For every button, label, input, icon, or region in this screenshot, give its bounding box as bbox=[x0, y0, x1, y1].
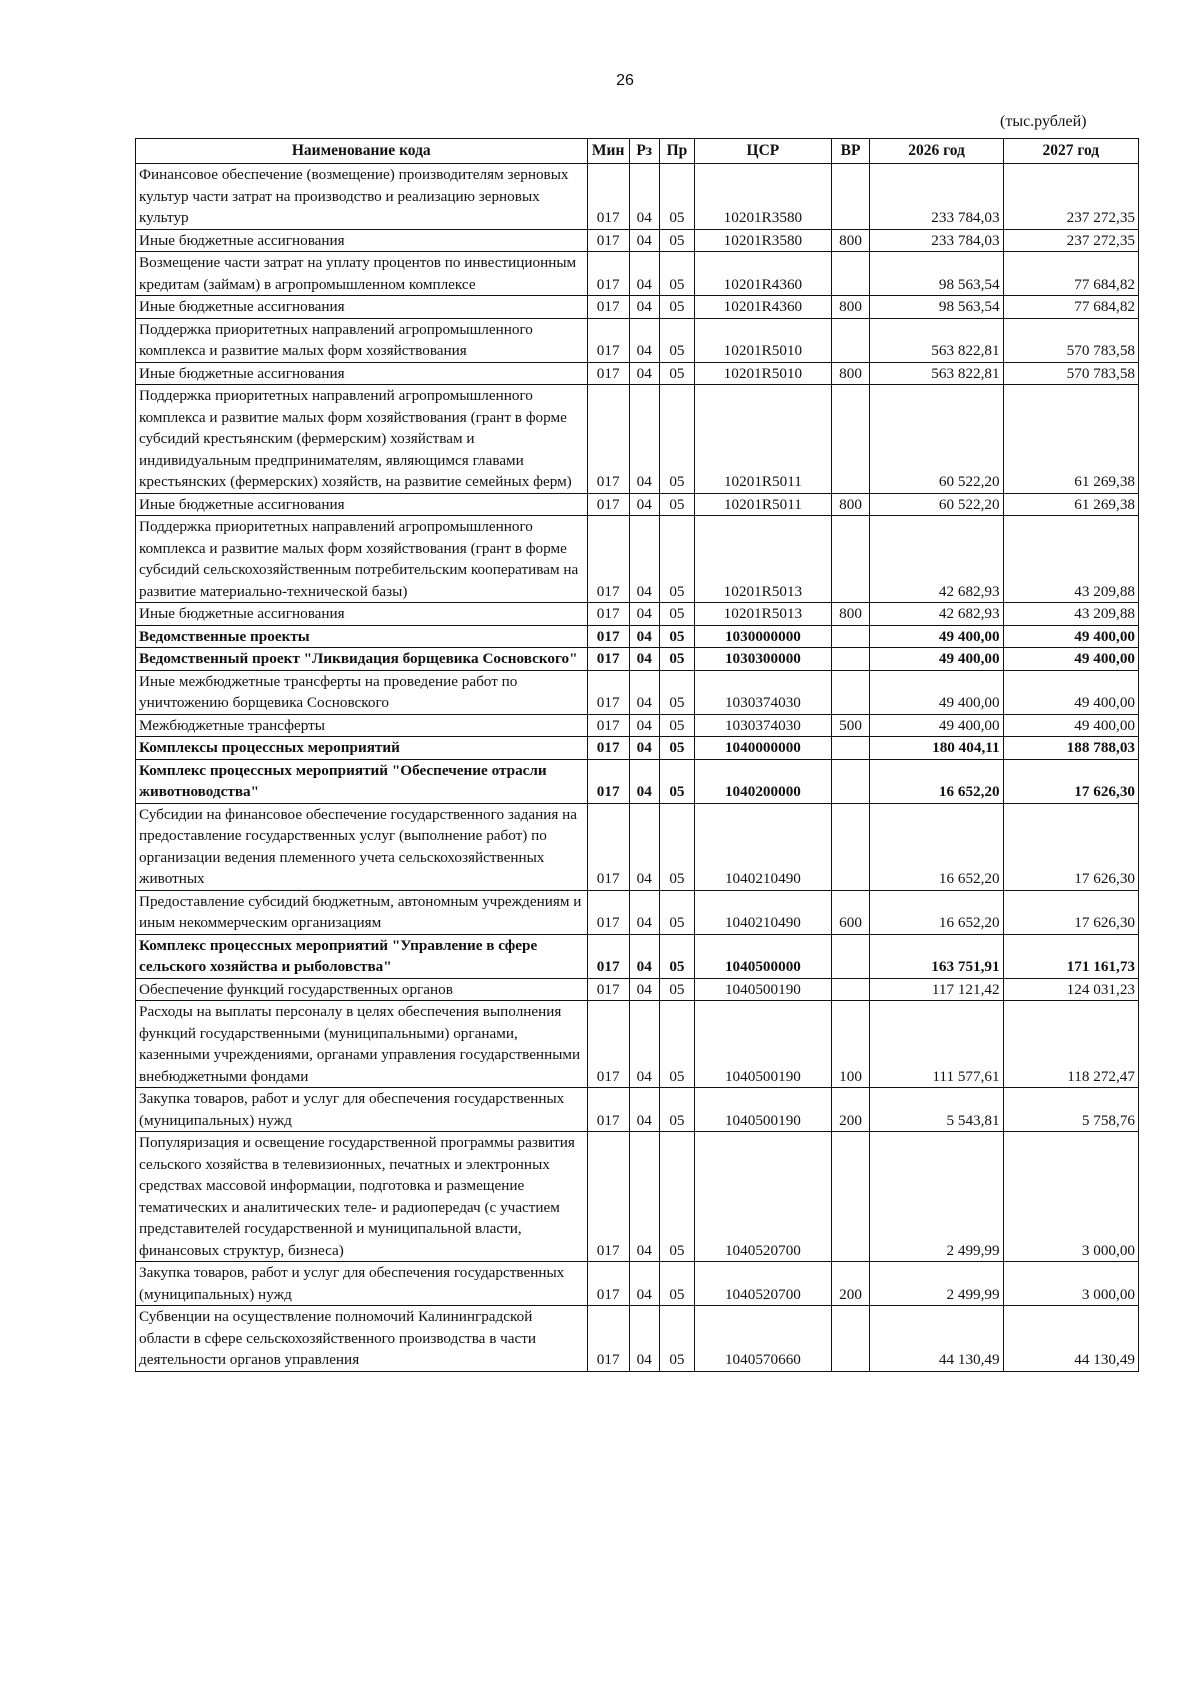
cell-2026: 233 784,03 bbox=[870, 164, 1003, 230]
cell-pr: 05 bbox=[659, 1306, 695, 1372]
cell-2026: 111 577,61 bbox=[870, 1001, 1003, 1088]
cell-vr: 800 bbox=[831, 296, 870, 319]
page-number: 26 bbox=[616, 72, 634, 89]
cell-rz: 04 bbox=[629, 759, 659, 803]
cell-2027: 17 626,30 bbox=[1003, 759, 1138, 803]
cell-rz: 04 bbox=[629, 296, 659, 319]
cell-name: Финансовое обеспечение (возмещение) производителям зерновых культур части затрат на производство и реализацию зерновых культур bbox=[136, 164, 588, 230]
cell-rz: 04 bbox=[629, 362, 659, 385]
cell-rz: 04 bbox=[629, 803, 659, 890]
cell-2026: 44 130,49 bbox=[870, 1306, 1003, 1372]
cell-csr: 10201R3580 bbox=[695, 164, 831, 230]
cell-vr: 800 bbox=[831, 362, 870, 385]
table-row bbox=[136, 890, 1139, 934]
cell-name: Возмещение части затрат на уплату процентов по инвестиционным кредитам (займам) в агропромышленном комплексе bbox=[136, 252, 588, 296]
table-row bbox=[136, 362, 1139, 385]
table-header-row bbox=[136, 139, 1139, 164]
cell-2026: 2 499,99 bbox=[870, 1132, 1003, 1262]
cell-min: 017 bbox=[587, 252, 629, 296]
cell-min: 017 bbox=[587, 318, 629, 362]
cell-name: Иные бюджетные ассигнования bbox=[136, 362, 588, 385]
table-row bbox=[136, 296, 1139, 319]
cell-min: 017 bbox=[587, 978, 629, 1001]
cell-2027: 3 000,00 bbox=[1003, 1132, 1138, 1262]
cell-min: 017 bbox=[587, 493, 629, 516]
table-row bbox=[136, 493, 1139, 516]
cell-2026: 563 822,81 bbox=[870, 362, 1003, 385]
cell-name: Иные бюджетные ассигнования bbox=[136, 493, 588, 516]
table-row bbox=[136, 1088, 1139, 1132]
cell-vr bbox=[831, 164, 870, 230]
cell-csr: 1030374030 bbox=[695, 670, 831, 714]
cell-rz: 04 bbox=[629, 603, 659, 626]
cell-csr: 10201R5013 bbox=[695, 603, 831, 626]
cell-vr bbox=[831, 625, 870, 648]
cell-csr: 1030000000 bbox=[695, 625, 831, 648]
cell-vr bbox=[831, 934, 870, 978]
cell-name: Обеспечение функций государственных органов bbox=[136, 978, 588, 1001]
cell-name: Поддержка приоритетных направлений агропромышленного комплекса и развитие малых форм хозяйствования (грант в форме субсидий крестьянским (фермерским) хозяйствам и индивидуальным предпринимателям, являющимся главами крестьянских (фермерских) хозяйств, на развитие семейных ферм) bbox=[136, 385, 588, 494]
cell-min: 017 bbox=[587, 516, 629, 603]
cell-min: 017 bbox=[587, 1306, 629, 1372]
cell-2026: 49 400,00 bbox=[870, 670, 1003, 714]
cell-2027: 49 400,00 bbox=[1003, 714, 1138, 737]
table-row bbox=[136, 516, 1139, 603]
cell-2027: 237 272,35 bbox=[1003, 229, 1138, 252]
cell-rz: 04 bbox=[629, 934, 659, 978]
cell-name: Комплекс процессных мероприятий "Обеспечение отрасли животноводства" bbox=[136, 759, 588, 803]
cell-2027: 237 272,35 bbox=[1003, 164, 1138, 230]
cell-2027: 570 783,58 bbox=[1003, 362, 1138, 385]
header-rz: Рз bbox=[629, 139, 659, 164]
cell-2027: 49 400,00 bbox=[1003, 648, 1138, 671]
cell-2026: 60 522,20 bbox=[870, 385, 1003, 494]
cell-min: 017 bbox=[587, 625, 629, 648]
cell-csr: 1040520700 bbox=[695, 1132, 831, 1262]
cell-2027: 188 788,03 bbox=[1003, 737, 1138, 760]
cell-vr bbox=[831, 670, 870, 714]
cell-min: 017 bbox=[587, 759, 629, 803]
cell-2026: 180 404,11 bbox=[870, 737, 1003, 760]
cell-2027: 118 272,47 bbox=[1003, 1001, 1138, 1088]
cell-vr: 800 bbox=[831, 229, 870, 252]
cell-pr: 05 bbox=[659, 1088, 695, 1132]
cell-2027: 124 031,23 bbox=[1003, 978, 1138, 1001]
cell-vr bbox=[831, 318, 870, 362]
cell-min: 017 bbox=[587, 934, 629, 978]
table-row bbox=[136, 252, 1139, 296]
cell-rz: 04 bbox=[629, 1132, 659, 1262]
cell-2027: 77 684,82 bbox=[1003, 252, 1138, 296]
table-row bbox=[136, 625, 1139, 648]
cell-vr: 200 bbox=[831, 1262, 870, 1306]
cell-pr: 05 bbox=[659, 759, 695, 803]
table-row bbox=[136, 1132, 1139, 1262]
cell-csr: 1040500190 bbox=[695, 978, 831, 1001]
cell-name: Закупка товаров, работ и услуг для обеспечения государственных (муниципальных) нужд bbox=[136, 1088, 588, 1132]
cell-vr bbox=[831, 385, 870, 494]
cell-name: Иные бюджетные ассигнования bbox=[136, 603, 588, 626]
cell-name: Субвенции на осуществление полномочий Калининградской области в сфере сельскохозяйственного производства в части деятельности органов управления bbox=[136, 1306, 588, 1372]
cell-vr: 600 bbox=[831, 890, 870, 934]
cell-min: 017 bbox=[587, 1262, 629, 1306]
cell-vr bbox=[831, 1306, 870, 1372]
cell-2027: 43 209,88 bbox=[1003, 603, 1138, 626]
cell-2026: 16 652,20 bbox=[870, 890, 1003, 934]
cell-csr: 10201R5011 bbox=[695, 493, 831, 516]
cell-min: 017 bbox=[587, 890, 629, 934]
cell-pr: 05 bbox=[659, 296, 695, 319]
cell-min: 017 bbox=[587, 714, 629, 737]
cell-name: Иные бюджетные ассигнования bbox=[136, 296, 588, 319]
cell-2027: 5 758,76 bbox=[1003, 1088, 1138, 1132]
cell-pr: 05 bbox=[659, 516, 695, 603]
cell-name: Поддержка приоритетных направлений агропромышленного комплекса и развитие малых форм хозяйствования bbox=[136, 318, 588, 362]
cell-rz: 04 bbox=[629, 1262, 659, 1306]
cell-2026: 49 400,00 bbox=[870, 625, 1003, 648]
table-row bbox=[136, 670, 1139, 714]
cell-rz: 04 bbox=[629, 714, 659, 737]
cell-pr: 05 bbox=[659, 978, 695, 1001]
cell-name: Комплекс процессных мероприятий "Управление в сфере сельского хозяйства и рыболовства" bbox=[136, 934, 588, 978]
cell-rz: 04 bbox=[629, 625, 659, 648]
cell-csr: 1040000000 bbox=[695, 737, 831, 760]
cell-min: 017 bbox=[587, 362, 629, 385]
cell-csr: 1030374030 bbox=[695, 714, 831, 737]
cell-pr: 05 bbox=[659, 934, 695, 978]
cell-rz: 04 bbox=[629, 493, 659, 516]
cell-pr: 05 bbox=[659, 1262, 695, 1306]
cell-rz: 04 bbox=[629, 252, 659, 296]
cell-2026: 98 563,54 bbox=[870, 252, 1003, 296]
cell-2026: 5 543,81 bbox=[870, 1088, 1003, 1132]
table-row bbox=[136, 1306, 1139, 1372]
cell-csr: 10201R4360 bbox=[695, 296, 831, 319]
cell-pr: 05 bbox=[659, 493, 695, 516]
cell-csr: 10201R4360 bbox=[695, 252, 831, 296]
cell-rz: 04 bbox=[629, 164, 659, 230]
cell-name: Иные бюджетные ассигнования bbox=[136, 229, 588, 252]
cell-2026: 16 652,20 bbox=[870, 759, 1003, 803]
cell-rz: 04 bbox=[629, 1306, 659, 1372]
cell-rz: 04 bbox=[629, 670, 659, 714]
table-row bbox=[136, 1262, 1139, 1306]
cell-name: Предоставление субсидий бюджетным, автономным учреждениям и иным некоммерческим организациям bbox=[136, 890, 588, 934]
cell-rz: 04 bbox=[629, 978, 659, 1001]
cell-2027: 3 000,00 bbox=[1003, 1262, 1138, 1306]
cell-rz: 04 bbox=[629, 1088, 659, 1132]
table-row bbox=[136, 164, 1139, 230]
cell-csr: 10201R3580 bbox=[695, 229, 831, 252]
cell-2027: 77 684,82 bbox=[1003, 296, 1138, 319]
cell-csr: 1040500190 bbox=[695, 1001, 831, 1088]
cell-rz: 04 bbox=[629, 318, 659, 362]
cell-min: 017 bbox=[587, 164, 629, 230]
cell-csr: 1040570660 bbox=[695, 1306, 831, 1372]
cell-2026: 49 400,00 bbox=[870, 714, 1003, 737]
cell-csr: 1040500190 bbox=[695, 1088, 831, 1132]
cell-name: Закупка товаров, работ и услуг для обеспечения государственных (муниципальных) нужд bbox=[136, 1262, 588, 1306]
cell-rz: 04 bbox=[629, 385, 659, 494]
cell-vr bbox=[831, 648, 870, 671]
cell-2026: 2 499,99 bbox=[870, 1262, 1003, 1306]
cell-2026: 60 522,20 bbox=[870, 493, 1003, 516]
table-row bbox=[136, 759, 1139, 803]
cell-pr: 05 bbox=[659, 648, 695, 671]
cell-pr: 05 bbox=[659, 1001, 695, 1088]
cell-rz: 04 bbox=[629, 737, 659, 760]
cell-2026: 98 563,54 bbox=[870, 296, 1003, 319]
header-2026: 2026 год bbox=[870, 139, 1003, 164]
cell-2027: 570 783,58 bbox=[1003, 318, 1138, 362]
table-row bbox=[136, 648, 1139, 671]
cell-2027: 171 161,73 bbox=[1003, 934, 1138, 978]
cell-2027: 43 209,88 bbox=[1003, 516, 1138, 603]
cell-pr: 05 bbox=[659, 385, 695, 494]
cell-rz: 04 bbox=[629, 1001, 659, 1088]
cell-2027: 17 626,30 bbox=[1003, 890, 1138, 934]
cell-2027: 61 269,38 bbox=[1003, 493, 1138, 516]
cell-vr: 800 bbox=[831, 603, 870, 626]
cell-name: Межбюджетные трансферты bbox=[136, 714, 588, 737]
table-row bbox=[136, 737, 1139, 760]
cell-min: 017 bbox=[587, 385, 629, 494]
cell-2026: 563 822,81 bbox=[870, 318, 1003, 362]
table-row bbox=[136, 803, 1139, 890]
cell-pr: 05 bbox=[659, 229, 695, 252]
cell-name: Иные межбюджетные трансферты на проведение работ по уничтожению борщевика Сосновского bbox=[136, 670, 588, 714]
cell-name: Субсидии на финансовое обеспечение государственного задания на предоставление государственных услуг (выполнение работ) по организации ведения племенного учета сельскохозяйственных животных bbox=[136, 803, 588, 890]
cell-vr bbox=[831, 803, 870, 890]
cell-csr: 1030300000 bbox=[695, 648, 831, 671]
cell-pr: 05 bbox=[659, 603, 695, 626]
cell-vr: 100 bbox=[831, 1001, 870, 1088]
cell-min: 017 bbox=[587, 229, 629, 252]
units-label: (тыс.рублей) bbox=[1000, 113, 1087, 130]
budget-table bbox=[135, 138, 1139, 1372]
cell-csr: 1040210490 bbox=[695, 803, 831, 890]
cell-vr: 800 bbox=[831, 493, 870, 516]
cell-csr: 10201R5010 bbox=[695, 362, 831, 385]
cell-name: Расходы на выплаты персоналу в целях обеспечения выполнения функций государственными (муниципальными) органами, казенными учреждениями, органами управления государственными внебюджетными фондами bbox=[136, 1001, 588, 1088]
cell-pr: 05 bbox=[659, 670, 695, 714]
cell-2027: 61 269,38 bbox=[1003, 385, 1138, 494]
cell-pr: 05 bbox=[659, 252, 695, 296]
cell-2026: 42 682,93 bbox=[870, 603, 1003, 626]
cell-pr: 05 bbox=[659, 164, 695, 230]
cell-2026: 49 400,00 bbox=[870, 648, 1003, 671]
cell-min: 017 bbox=[587, 1088, 629, 1132]
cell-pr: 05 bbox=[659, 318, 695, 362]
cell-name: Ведомственные проекты bbox=[136, 625, 588, 648]
cell-pr: 05 bbox=[659, 1132, 695, 1262]
header-vr: ВР bbox=[831, 139, 870, 164]
cell-min: 017 bbox=[587, 670, 629, 714]
table-row bbox=[136, 978, 1139, 1001]
cell-csr: 10201R5011 bbox=[695, 385, 831, 494]
cell-rz: 04 bbox=[629, 229, 659, 252]
cell-pr: 05 bbox=[659, 362, 695, 385]
cell-name: Популяризация и освещение государственной программы развития сельского хозяйства в телевизионных, печатных и электронных средствах массовой информации, подготовка и размещение тематических и аналитических теле- и радиопередач (с участием представителей государственной и муниципальной власти, финансовых структур, бизнеса) bbox=[136, 1132, 588, 1262]
cell-csr: 10201R5010 bbox=[695, 318, 831, 362]
header-min: Мин bbox=[587, 139, 629, 164]
cell-csr: 1040500000 bbox=[695, 934, 831, 978]
cell-vr bbox=[831, 978, 870, 1001]
cell-2027: 49 400,00 bbox=[1003, 625, 1138, 648]
table-row bbox=[136, 229, 1139, 252]
table-row bbox=[136, 603, 1139, 626]
cell-pr: 05 bbox=[659, 625, 695, 648]
cell-2027: 44 130,49 bbox=[1003, 1306, 1138, 1372]
cell-vr bbox=[831, 1132, 870, 1262]
cell-pr: 05 bbox=[659, 737, 695, 760]
cell-2026: 117 121,42 bbox=[870, 978, 1003, 1001]
cell-min: 017 bbox=[587, 648, 629, 671]
cell-vr bbox=[831, 516, 870, 603]
header-name: Наименование кода bbox=[136, 139, 588, 164]
header-pr: Пр bbox=[659, 139, 695, 164]
cell-min: 017 bbox=[587, 1001, 629, 1088]
cell-csr: 10201R5013 bbox=[695, 516, 831, 603]
cell-rz: 04 bbox=[629, 890, 659, 934]
cell-2026: 16 652,20 bbox=[870, 803, 1003, 890]
cell-vr: 200 bbox=[831, 1088, 870, 1132]
table-row bbox=[136, 714, 1139, 737]
cell-2026: 163 751,91 bbox=[870, 934, 1003, 978]
cell-min: 017 bbox=[587, 737, 629, 760]
cell-rz: 04 bbox=[629, 516, 659, 603]
cell-csr: 1040200000 bbox=[695, 759, 831, 803]
cell-name: Ведомственный проект "Ликвидация борщевика Сосновского" bbox=[136, 648, 588, 671]
cell-min: 017 bbox=[587, 603, 629, 626]
table-row bbox=[136, 1001, 1139, 1088]
cell-name: Комплексы процессных мероприятий bbox=[136, 737, 588, 760]
cell-min: 017 bbox=[587, 296, 629, 319]
cell-2026: 42 682,93 bbox=[870, 516, 1003, 603]
cell-vr bbox=[831, 759, 870, 803]
header-2027: 2027 год bbox=[1003, 139, 1138, 164]
header-csr: ЦСР bbox=[695, 139, 831, 164]
cell-pr: 05 bbox=[659, 714, 695, 737]
cell-vr bbox=[831, 737, 870, 760]
cell-2026: 233 784,03 bbox=[870, 229, 1003, 252]
cell-vr: 500 bbox=[831, 714, 870, 737]
cell-csr: 1040520700 bbox=[695, 1262, 831, 1306]
table-row bbox=[136, 934, 1139, 978]
cell-csr: 1040210490 bbox=[695, 890, 831, 934]
cell-name: Поддержка приоритетных направлений агропромышленного комплекса и развитие малых форм хозяйствования (грант в форме субсидий сельскохозяйственным потребительским кооперативам на развитие материально-технической базы) bbox=[136, 516, 588, 603]
cell-rz: 04 bbox=[629, 648, 659, 671]
cell-min: 017 bbox=[587, 803, 629, 890]
cell-2027: 49 400,00 bbox=[1003, 670, 1138, 714]
cell-2027: 17 626,30 bbox=[1003, 803, 1138, 890]
table-row bbox=[136, 385, 1139, 494]
cell-pr: 05 bbox=[659, 803, 695, 890]
cell-pr: 05 bbox=[659, 890, 695, 934]
cell-min: 017 bbox=[587, 1132, 629, 1262]
cell-vr bbox=[831, 252, 870, 296]
table-row bbox=[136, 318, 1139, 362]
